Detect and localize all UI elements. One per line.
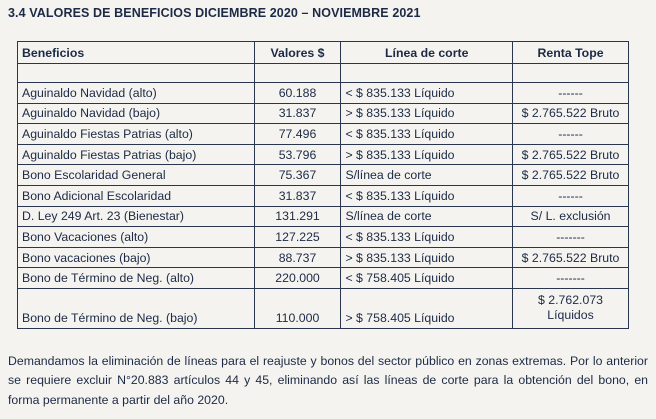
cell-linea-corte: > $ 835.133 Líquido <box>341 247 513 268</box>
cell-valor: 75.367 <box>254 165 341 186</box>
cell-beneficio: Bono Vacaciones (alto) <box>18 227 255 248</box>
demand-paragraph: Demandamos la eliminación de líneas para el reajuste y bonos del sector público en zonas extremas. Por lo anterior se requiere excluir N°20.883 artículos 44 y 45, eliminando así las líneas de corte para la obtención del bono, en forma permanente a partir del año 2020. <box>8 354 648 407</box>
cell-renta-tope: $ 2.765.522 Bruto <box>513 165 629 186</box>
table-row <box>18 144 629 165</box>
cell-beneficio: Aguinaldo Fiestas Patrias (bajo) <box>18 144 255 165</box>
cell-valor: 131.291 <box>254 206 341 227</box>
cell-renta-tope: S/ L. exclusión <box>513 206 629 227</box>
cell-renta-tope: ------ <box>513 185 629 206</box>
cell-valor: 220.000 <box>254 268 341 289</box>
cell-valor: 127.225 <box>254 227 341 248</box>
cell-beneficio: Aguinaldo Navidad (alto) <box>18 83 255 104</box>
table-row <box>18 288 629 328</box>
cell-valor: 110.000 <box>254 288 341 328</box>
cell-valor: 31.837 <box>254 103 341 124</box>
cell-valor: 31.837 <box>254 185 341 206</box>
cell-beneficio: Bono de Término de Neg. (bajo) <box>18 288 255 328</box>
table-row <box>18 165 629 186</box>
table-row <box>18 247 629 268</box>
benefits-table <box>17 41 629 329</box>
cell-renta-tope: ------- <box>513 268 629 289</box>
header-renta-tope: Renta Tope <box>513 42 629 64</box>
cell-beneficio: Aguinaldo Navidad (bajo) <box>18 103 255 124</box>
cell-linea-corte: > $ 758.405 Líquido <box>341 288 513 328</box>
cell-renta-tope: $ 2.765.522 Bruto <box>513 247 629 268</box>
cell-renta-tope: ------ <box>513 83 629 104</box>
header-valores: Valores $ <box>254 42 341 64</box>
header-beneficios: Beneficios <box>18 42 255 64</box>
cell-beneficio: Bono Escolaridad General <box>18 165 255 186</box>
cell-renta-tope: ------ <box>513 124 629 145</box>
cell-renta-tope: $ 2.762.073 Líquidos <box>513 288 629 328</box>
cell-linea-corte: < $ 835.133 Líquido <box>341 83 513 104</box>
table-row <box>18 103 629 124</box>
cell-valor: 60.188 <box>254 83 341 104</box>
cell-valor: 53.796 <box>254 144 341 165</box>
cell-renta-tope: $ 2.765.522 Bruto <box>513 144 629 165</box>
section-title: 3.4 VALORES DE BENEFICIOS DICIEMBRE 2020 – NOVIEMBRE 2021 <box>8 6 421 20</box>
table-row <box>18 83 629 104</box>
table-header-row <box>18 42 629 64</box>
cell-linea-corte: < $ 835.133 Líquido <box>341 124 513 145</box>
blank-row <box>18 64 629 83</box>
cell-beneficio: Bono de Término de Neg. (alto) <box>18 268 255 289</box>
table-row <box>18 227 629 248</box>
cell-renta-tope: ------- <box>513 227 629 248</box>
cell-linea-corte: S/línea de corte <box>341 206 513 227</box>
cell-linea-corte: > $ 835.133 Líquido <box>341 103 513 124</box>
cell-beneficio: Bono Adicional Escolaridad <box>18 185 255 206</box>
cell-linea-corte: < $ 835.133 Líquido <box>341 185 513 206</box>
cell-beneficio: D. Ley 249 Art. 23 (Bienestar) <box>18 206 255 227</box>
cell-valor: 88.737 <box>254 247 341 268</box>
cell-linea-corte: < $ 758.405 Líquido <box>341 268 513 289</box>
table-row <box>18 124 629 145</box>
table-row <box>18 268 629 289</box>
cell-beneficio: Aguinaldo Fiestas Patrias (alto) <box>18 124 255 145</box>
cell-linea-corte: < $ 835.133 Líquido <box>341 227 513 248</box>
cell-renta-tope: $ 2.765.522 Bruto <box>513 103 629 124</box>
table-row <box>18 206 629 227</box>
header-linea-de-corte: Línea de corte <box>341 42 513 64</box>
table-row <box>18 185 629 206</box>
cell-beneficio: Bono vacaciones (bajo) <box>18 247 255 268</box>
cell-valor: 77.496 <box>254 124 341 145</box>
cell-linea-corte: > $ 835.133 Líquido <box>341 144 513 165</box>
cell-linea-corte: S/línea de corte <box>341 165 513 186</box>
